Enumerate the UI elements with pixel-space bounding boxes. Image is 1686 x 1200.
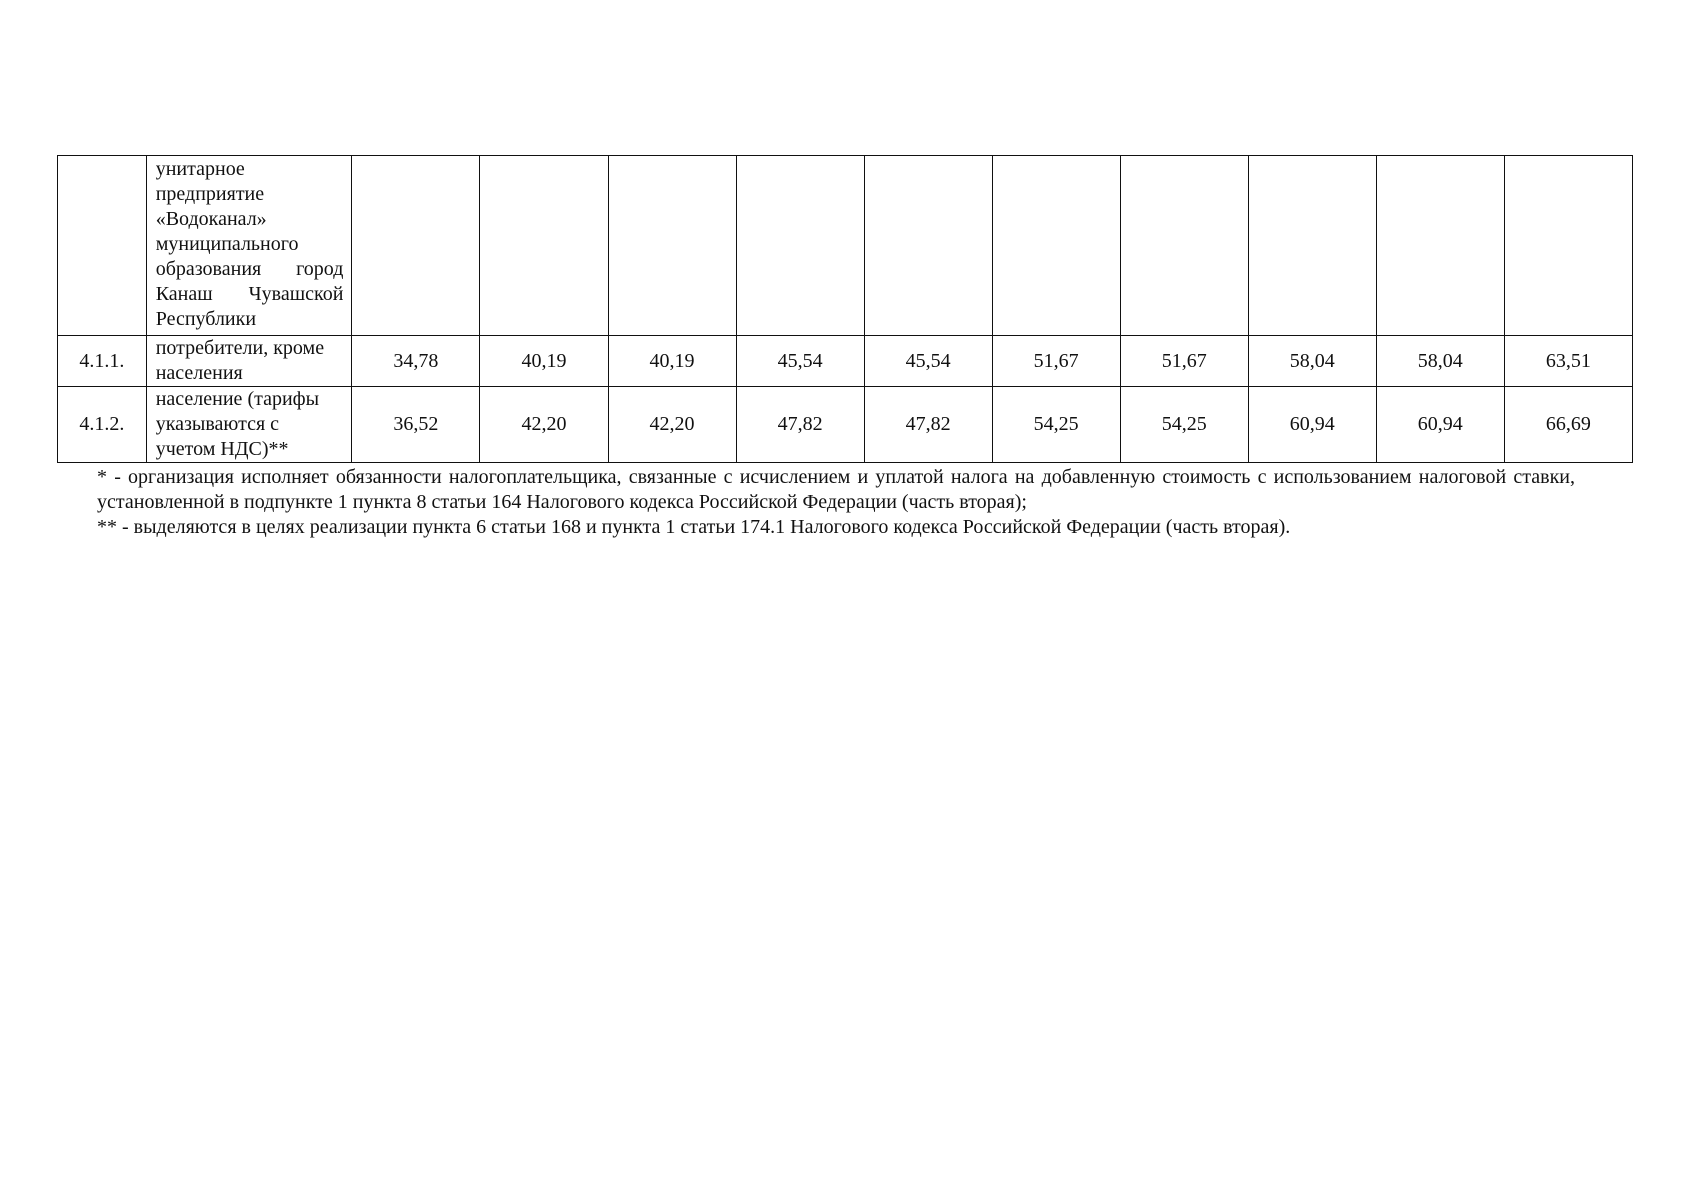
tariff-value: 47,82 [864,387,992,463]
tariff-value: 40,19 [480,336,608,387]
row-number [58,156,147,336]
tariff-value [1120,156,1248,336]
row-number: 4.1.2. [58,387,147,463]
footnotes [97,465,1575,540]
tariff-value [1376,156,1504,336]
tariff-value: 58,04 [1376,336,1504,387]
row-number: 4.1.1. [58,336,147,387]
row-name: потребители, кроме населения [146,336,352,387]
footnote-vat-allocation: ** - выделяются в целях реализации пункта 6 статьи 168 и пункта 1 статьи 174.1 Налогового кодекса Российской Федерации (часть вторая). [97,516,1291,538]
tariff-value [1248,156,1376,336]
tariff-value: 60,94 [1376,387,1504,463]
tariff-value: 47,82 [736,387,864,463]
table-row [58,156,1633,336]
tariff-value [1504,156,1632,336]
tariff-value [992,156,1120,336]
tariff-value: 54,25 [1120,387,1248,463]
tariff-value: 42,20 [480,387,608,463]
tariff-value [864,156,992,336]
tariff-value: 51,67 [992,336,1120,387]
tariff-value: 58,04 [1248,336,1376,387]
tariff-value [736,156,864,336]
tariff-value: 54,25 [992,387,1120,463]
tariff-value [480,156,608,336]
tariff-value: 34,78 [352,336,480,387]
tariff-value: 66,69 [1504,387,1632,463]
tariff-value [352,156,480,336]
table-row [58,387,1633,463]
tariff-value: 36,52 [352,387,480,463]
tariff-value: 40,19 [608,336,736,387]
row-name: население (тарифы указываются с учетом НДС)** [146,387,352,463]
tariff-value: 63,51 [1504,336,1632,387]
tariff-value: 51,67 [1120,336,1248,387]
tariff-value [608,156,736,336]
tariff-value: 45,54 [736,336,864,387]
tariff-value: 42,20 [608,387,736,463]
tariff-value: 45,54 [864,336,992,387]
tariff-value: 60,94 [1248,387,1376,463]
footnote-vat-payer: * - организация исполняет обязанности налогоплательщика, связанные с исчислением и уплатой налога на добавленную стоимость с использованием налоговой ставки, установленной в подпункте 1 пункта 8 статьи 164 Налогового кодекса Российской Федерации (часть вторая); [97,466,1575,513]
tariff-table [57,155,1633,463]
row-name: унитарное предприятие «Водоканал» муниципального образования город Канаш Чувашской Республики [146,156,352,336]
table-row [58,336,1633,387]
